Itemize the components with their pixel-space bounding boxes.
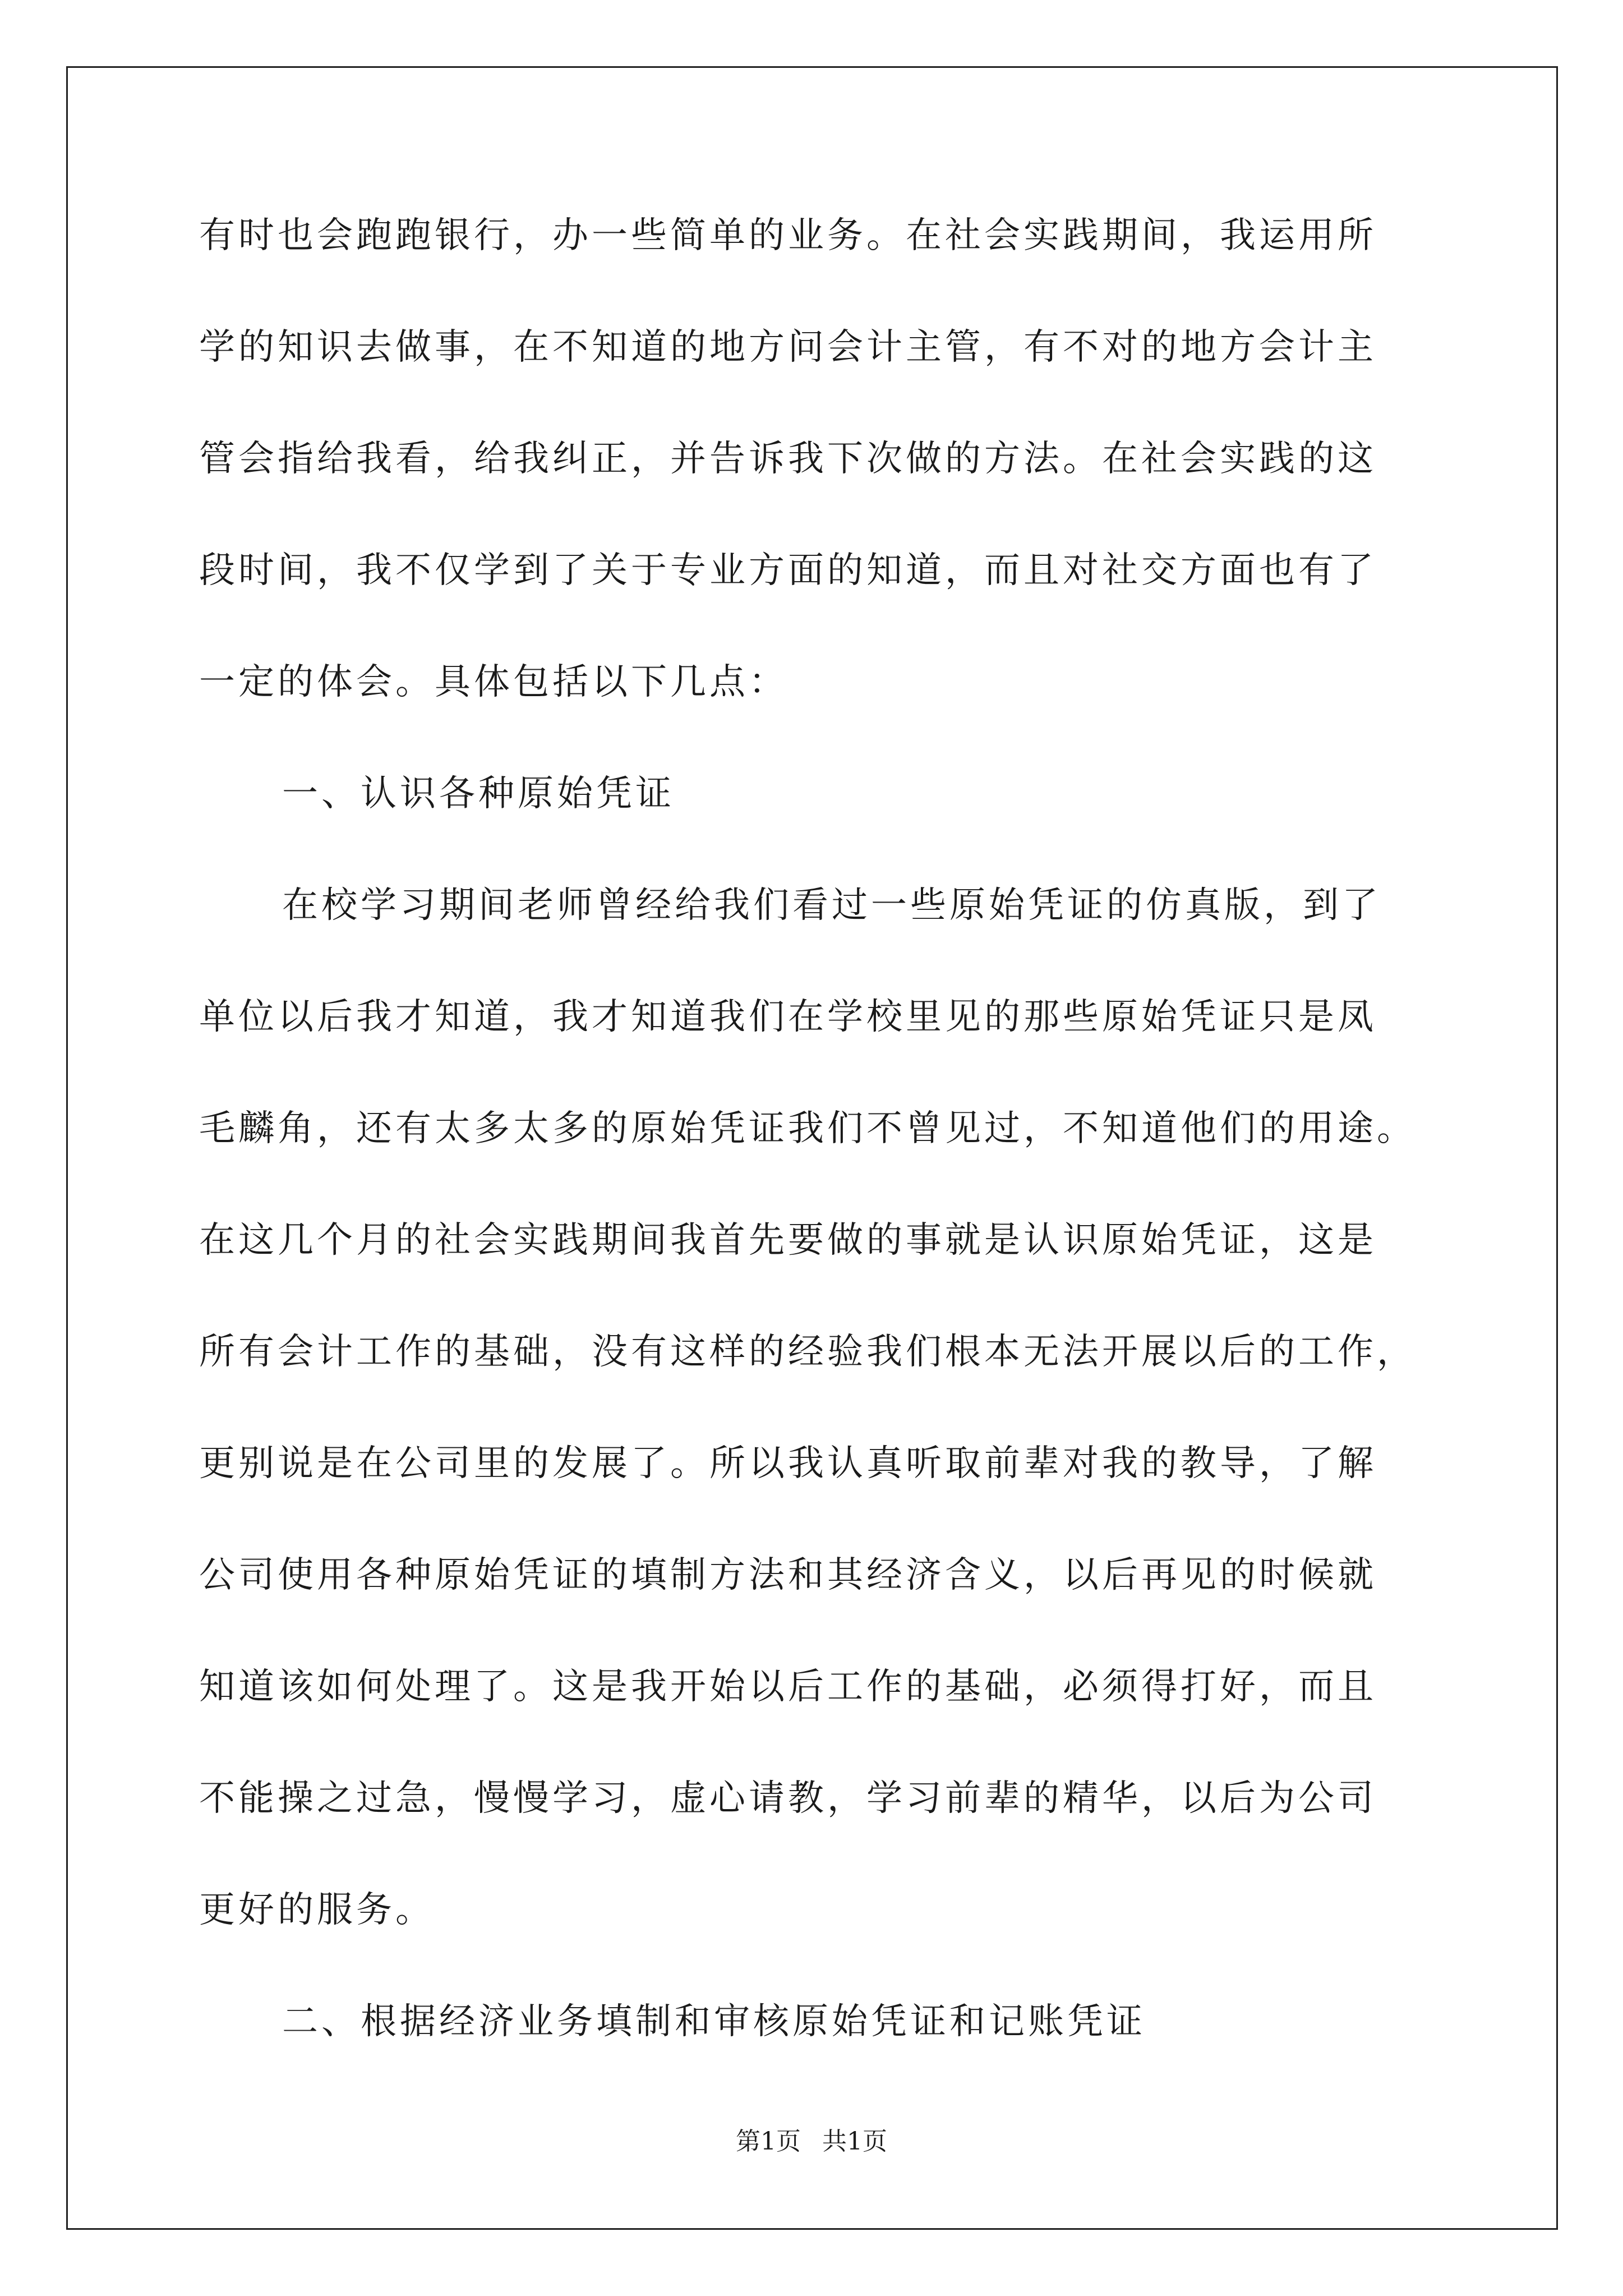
body-line: 更好的服务。	[199, 1889, 435, 1931]
body-line: 段时间，我不仅学到了关于专业方面的知道，而且对社交方面也有了	[199, 550, 1377, 591]
page-footer	[0, 2128, 1623, 2156]
body-line: 有时也会跑跑银行，办一些简单的业务。在社会实践期间，我运用所	[199, 215, 1377, 256]
page-number: 第1页	[736, 2127, 801, 2156]
body-line: 知道该如何处理了。这是我开始以后工作的基础，必须得打好，而且	[199, 1666, 1377, 1708]
body-line: 在这几个月的社会实践期间我首先要做的事就是认识原始凭证，这是	[199, 1220, 1377, 1261]
body-line: 更别说是在公司里的发展了。所以我认真听取前辈对我的教导，了解	[199, 1443, 1377, 1484]
document-body	[199, 216, 1472, 2114]
paragraph-first-line: 在校学习期间老师曾经给我们看过一些原始凭证的仿真版，到了	[282, 885, 1381, 926]
body-line: 所有会计工作的基础，没有这样的经验我们根本无法开展以后的工作，	[199, 1331, 1416, 1373]
body-line: 不能操之过急，慢慢学习，虚心请教，学习前辈的精华，以后为公司	[199, 1778, 1377, 1819]
body-line: 一定的体会。具体包括以下几点：	[199, 661, 788, 703]
section-heading: 二、根据经济业务填制和审核原始凭证和记账凭证	[282, 2001, 1146, 2042]
body-line: 管会指给我看，给我纠正，并告诉我下次做的方法。在社会实践的这	[199, 438, 1377, 480]
section-heading: 一、认识各种原始凭证	[282, 773, 675, 815]
body-line: 公司使用各种原始凭证的填制方法和其经济含义，以后再见的时候就	[199, 1554, 1377, 1596]
body-line: 单位以后我才知道，我才知道我们在学校里见的那些原始凭证只是凤	[199, 996, 1377, 1038]
body-line: 毛麟角，还有太多太多的原始凭证我们不曾见过，不知道他们的用途。	[199, 1108, 1416, 1149]
page-total: 共1页	[822, 2127, 887, 2156]
body-line: 学的知识去做事，在不知道的地方问会计主管，有不对的地方会计主	[199, 326, 1377, 368]
